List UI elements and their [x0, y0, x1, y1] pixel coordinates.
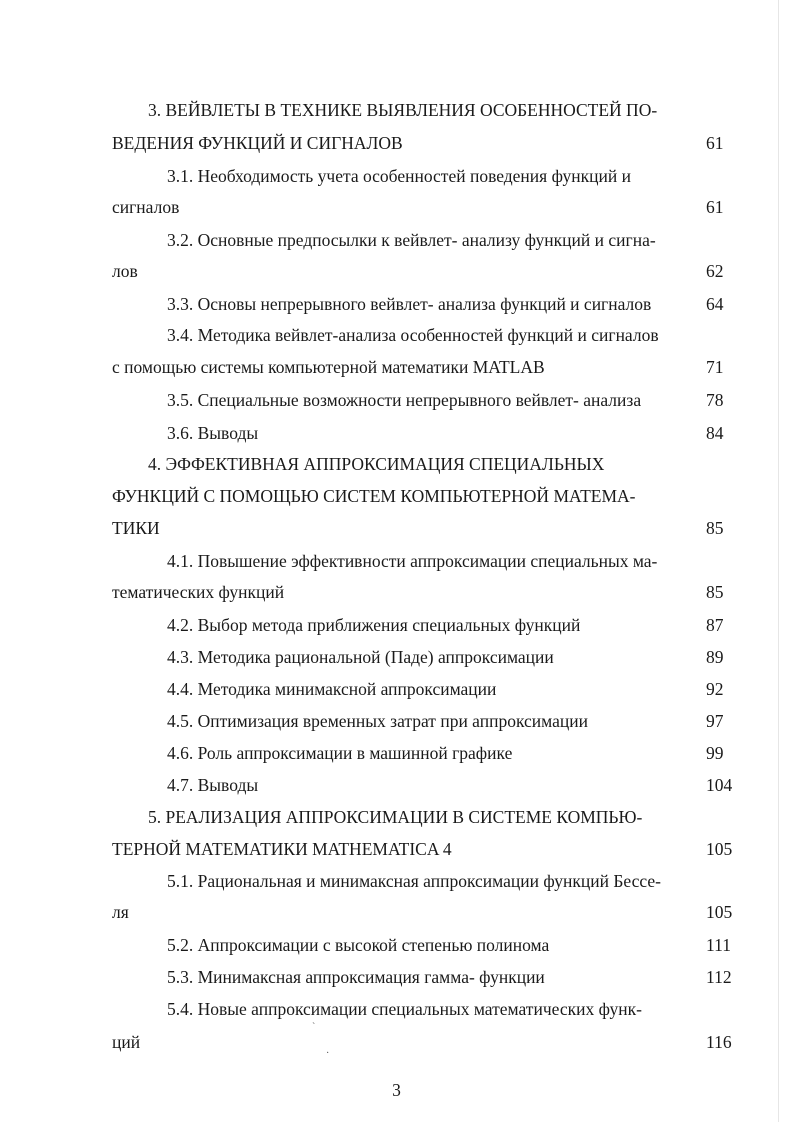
toc-page-number: 61: [706, 197, 724, 217]
toc-page-number: 87: [706, 615, 724, 635]
toc-section-title-line: ля: [112, 902, 129, 922]
toc-section-title-line: 5.4. Новые аппроксимации специальных математических функ-: [167, 999, 642, 1019]
toc-section-title-line: лов: [112, 261, 138, 281]
toc-section-title-line: 3.1. Необходимость учета особенностей поведения функций и: [167, 166, 631, 186]
toc-section-title-line: 4.7. Выводы: [167, 775, 259, 795]
scan-speck: ˋ: [312, 1022, 316, 1033]
toc-page-number: 89: [706, 647, 724, 667]
toc-page-number: 105: [706, 902, 733, 922]
toc-section-title-line: 5.3. Минимаксная аппроксимация гамма- функции: [167, 967, 545, 987]
toc-section-title-line: 4.6. Роль аппроксимации в машинной графике: [167, 743, 513, 763]
toc-section-title-line: 4.4. Методика минимаксной аппроксимации: [167, 679, 497, 699]
toc-chapter-title-line: ТИКИ: [112, 518, 160, 538]
toc-chapter-title-line: 5. РЕАЛИЗАЦИЯ АППРОКСИМАЦИИ В СИСТЕМЕ КОМПЬЮ-: [148, 807, 643, 827]
toc-page-number: 85: [706, 518, 724, 538]
toc-chapter-title-line: ФУНКЦИЙ С ПОМОЩЬЮ СИСТЕМ КОМПЬЮТЕРНОЙ МАТЕМА-: [112, 486, 636, 506]
toc-page-number: 99: [706, 743, 724, 763]
toc-section-title-line: 5.1. Рациональная и минимаксная аппроксимации функций Бессе-: [167, 871, 661, 891]
toc-section-title-line: 3.6. Выводы: [167, 423, 259, 443]
scan-edge: [778, 0, 779, 1122]
toc-section-title-line: тематических функций: [112, 582, 285, 602]
toc-page-number: 78: [706, 390, 724, 410]
toc-section-title-line: 4.1. Повышение эффективности аппроксимации специальных ма-: [167, 551, 658, 571]
toc-page-number: 97: [706, 711, 724, 731]
toc-page-number: 85: [706, 582, 724, 602]
toc-section-title-line: сигналов: [112, 197, 180, 217]
toc-section-title-line: 4.3. Методика рациональной (Паде) аппроксимации: [167, 647, 554, 667]
toc-section-title-line: 3.5. Специальные возможности непрерывного вейвлет- анализа: [167, 390, 642, 410]
toc-page-number: 111: [706, 935, 731, 955]
toc-section-title-line: ций: [112, 1032, 141, 1052]
toc-page-number: 62: [706, 261, 724, 281]
toc-page-number: 61: [706, 133, 724, 153]
toc-page-number: 92: [706, 679, 724, 699]
toc-section-title-line: 4.5. Оптимизация временных затрат при аппроксимации: [167, 711, 588, 731]
toc-section-title-line: 3.4. Методика вейвлет-анализа особенностей функций и сигналов: [167, 325, 659, 345]
toc-page-number: 104: [706, 775, 733, 795]
toc-page-number: 64: [706, 294, 724, 314]
toc-section-title-line: 5.2. Аппроксимации с высокой степенью полинома: [167, 935, 550, 955]
toc-section-title-line: 4.2. Выбор метода приближения специальных функций: [167, 615, 581, 635]
toc-chapter-title-line: ВЕДЕНИЯ ФУНКЦИЙ И СИГНАЛОВ: [112, 133, 403, 153]
toc-chapter-title-line: 3. ВЕЙВЛЕТЫ В ТЕХНИКЕ ВЫЯВЛЕНИЯ ОСОБЕННОСТЕЙ ПО-: [148, 100, 658, 120]
toc-chapter-title-line: ТЕРНОЙ МАТЕМАТИКИ MATHEMATICA 4: [112, 839, 452, 859]
page-number: 3: [392, 1080, 401, 1100]
toc-page-number: 84: [706, 423, 724, 443]
toc-section-title-line: 3.3. Основы непрерывного вейвлет- анализа функций и сигналов: [167, 294, 652, 314]
toc-page-number: 116: [706, 1032, 732, 1052]
toc-page-number: 105: [706, 839, 733, 859]
toc-page-number: 71: [706, 357, 724, 377]
toc-chapter-title-line: 4. ЭФФЕКТИВНАЯ АППРОКСИМАЦИЯ СПЕЦИАЛЬНЫХ: [148, 454, 605, 474]
toc-page-number: 112: [706, 967, 732, 987]
toc-section-title-line: с помощью системы компьютерной математики MATLAB: [112, 357, 545, 377]
toc-section-title-line: 3.2. Основные предпосылки к вейвлет- анализу функций и сигна-: [167, 230, 656, 250]
scan-speck: ·: [326, 1048, 330, 1059]
